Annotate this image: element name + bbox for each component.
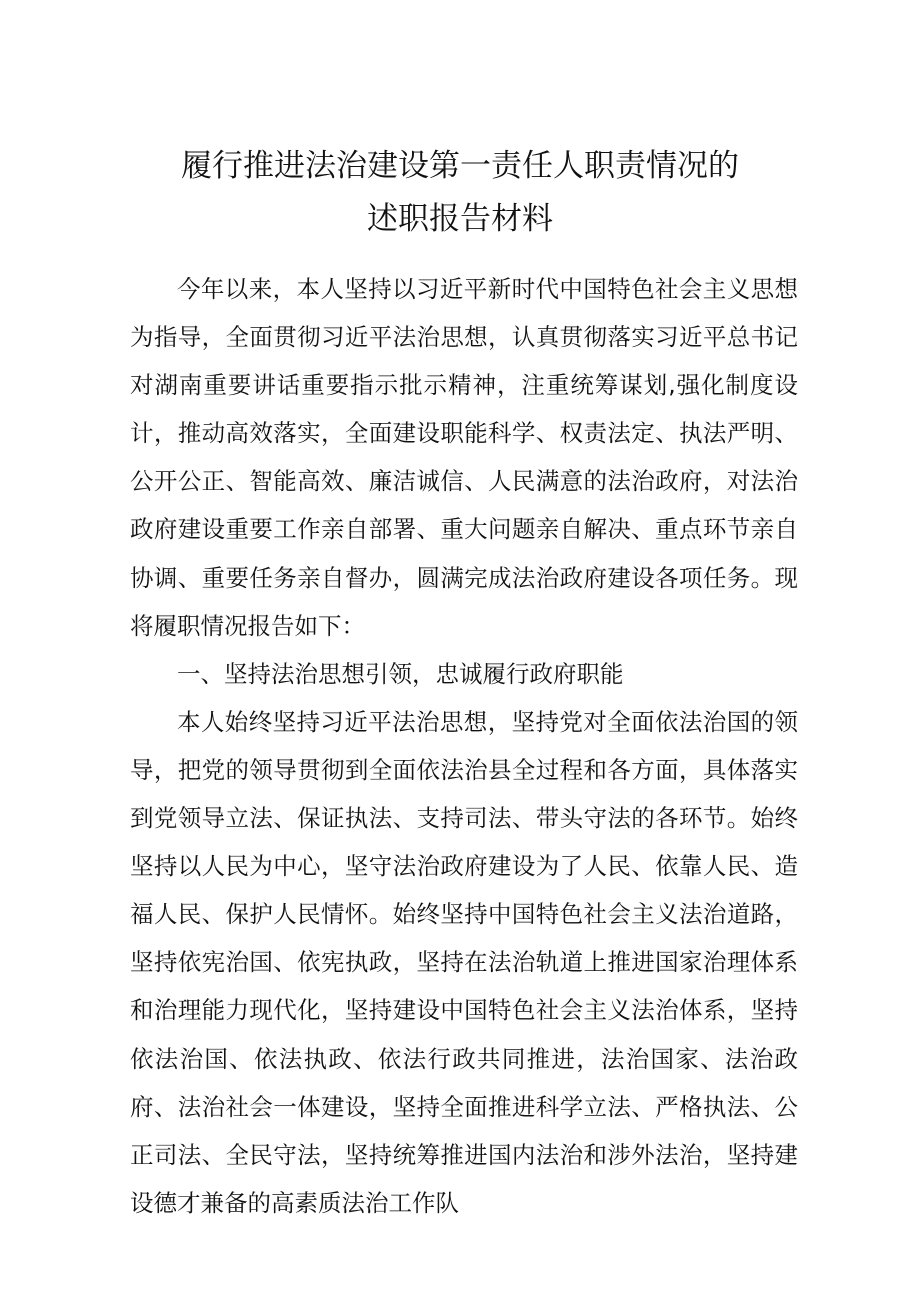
document-body [130, 265, 798, 1227]
document-title-line-1: 履行推进法治建设第一责任人职责情况的 [181, 148, 739, 184]
document-title-line-2: 述职报告材料 [367, 201, 553, 237]
section-heading: 一、坚持法治思想引领，忠诚履行政府职能 [177, 659, 624, 688]
intro-paragraph: 今年以来，本人坚持以习近平新时代中国特色社会主义思想为指导，全面贯彻习近平法治思想，认真贯彻落实习近平总书记对湖南重要讲话重要指示批示精神，注重统筹谋划,强化制度设计，推动高效落实，全面建设职能科学、权责法定、执法严明、公开公正、智能高效、廉洁诚信、人民满意的法治政府，对法治政府建设重要工作亲自部署、重大问题亲自解决、重点环节亲自协调、重要任务亲自督办，圆满完成法治政府建设各项任务。现将履职情况报告如下： [130, 275, 798, 640]
section-paragraph: 本人始终坚持习近平法治思想，坚持党对全面依法治国的领导，把党的领导贯彻到全面依法治县全过程和各方面，具体落实到党领导立法、保证执法、支持司法、带头守法的各环节。始终坚持以人民为中心，坚守法治政府建设为了人民、依靠人民、造福人民、保护人民情怀。始终坚持中国特色社会主义法治道路，坚持依宪治国、依宪执政，坚持在法治轨道上推进国家治理体系和治理能力现代化，坚持建设中国特色社会主义法治体系，坚持依法治国、依法执政、依法行政共同推进，法治国家、法治政府、法治社会一体建设，坚持全面推进科学立法、严格执法、公正司法、全民守法，坚持统筹推进国内法治和涉外法治，坚持建设德才兼备的高素质法治工作队 [130, 707, 798, 1217]
